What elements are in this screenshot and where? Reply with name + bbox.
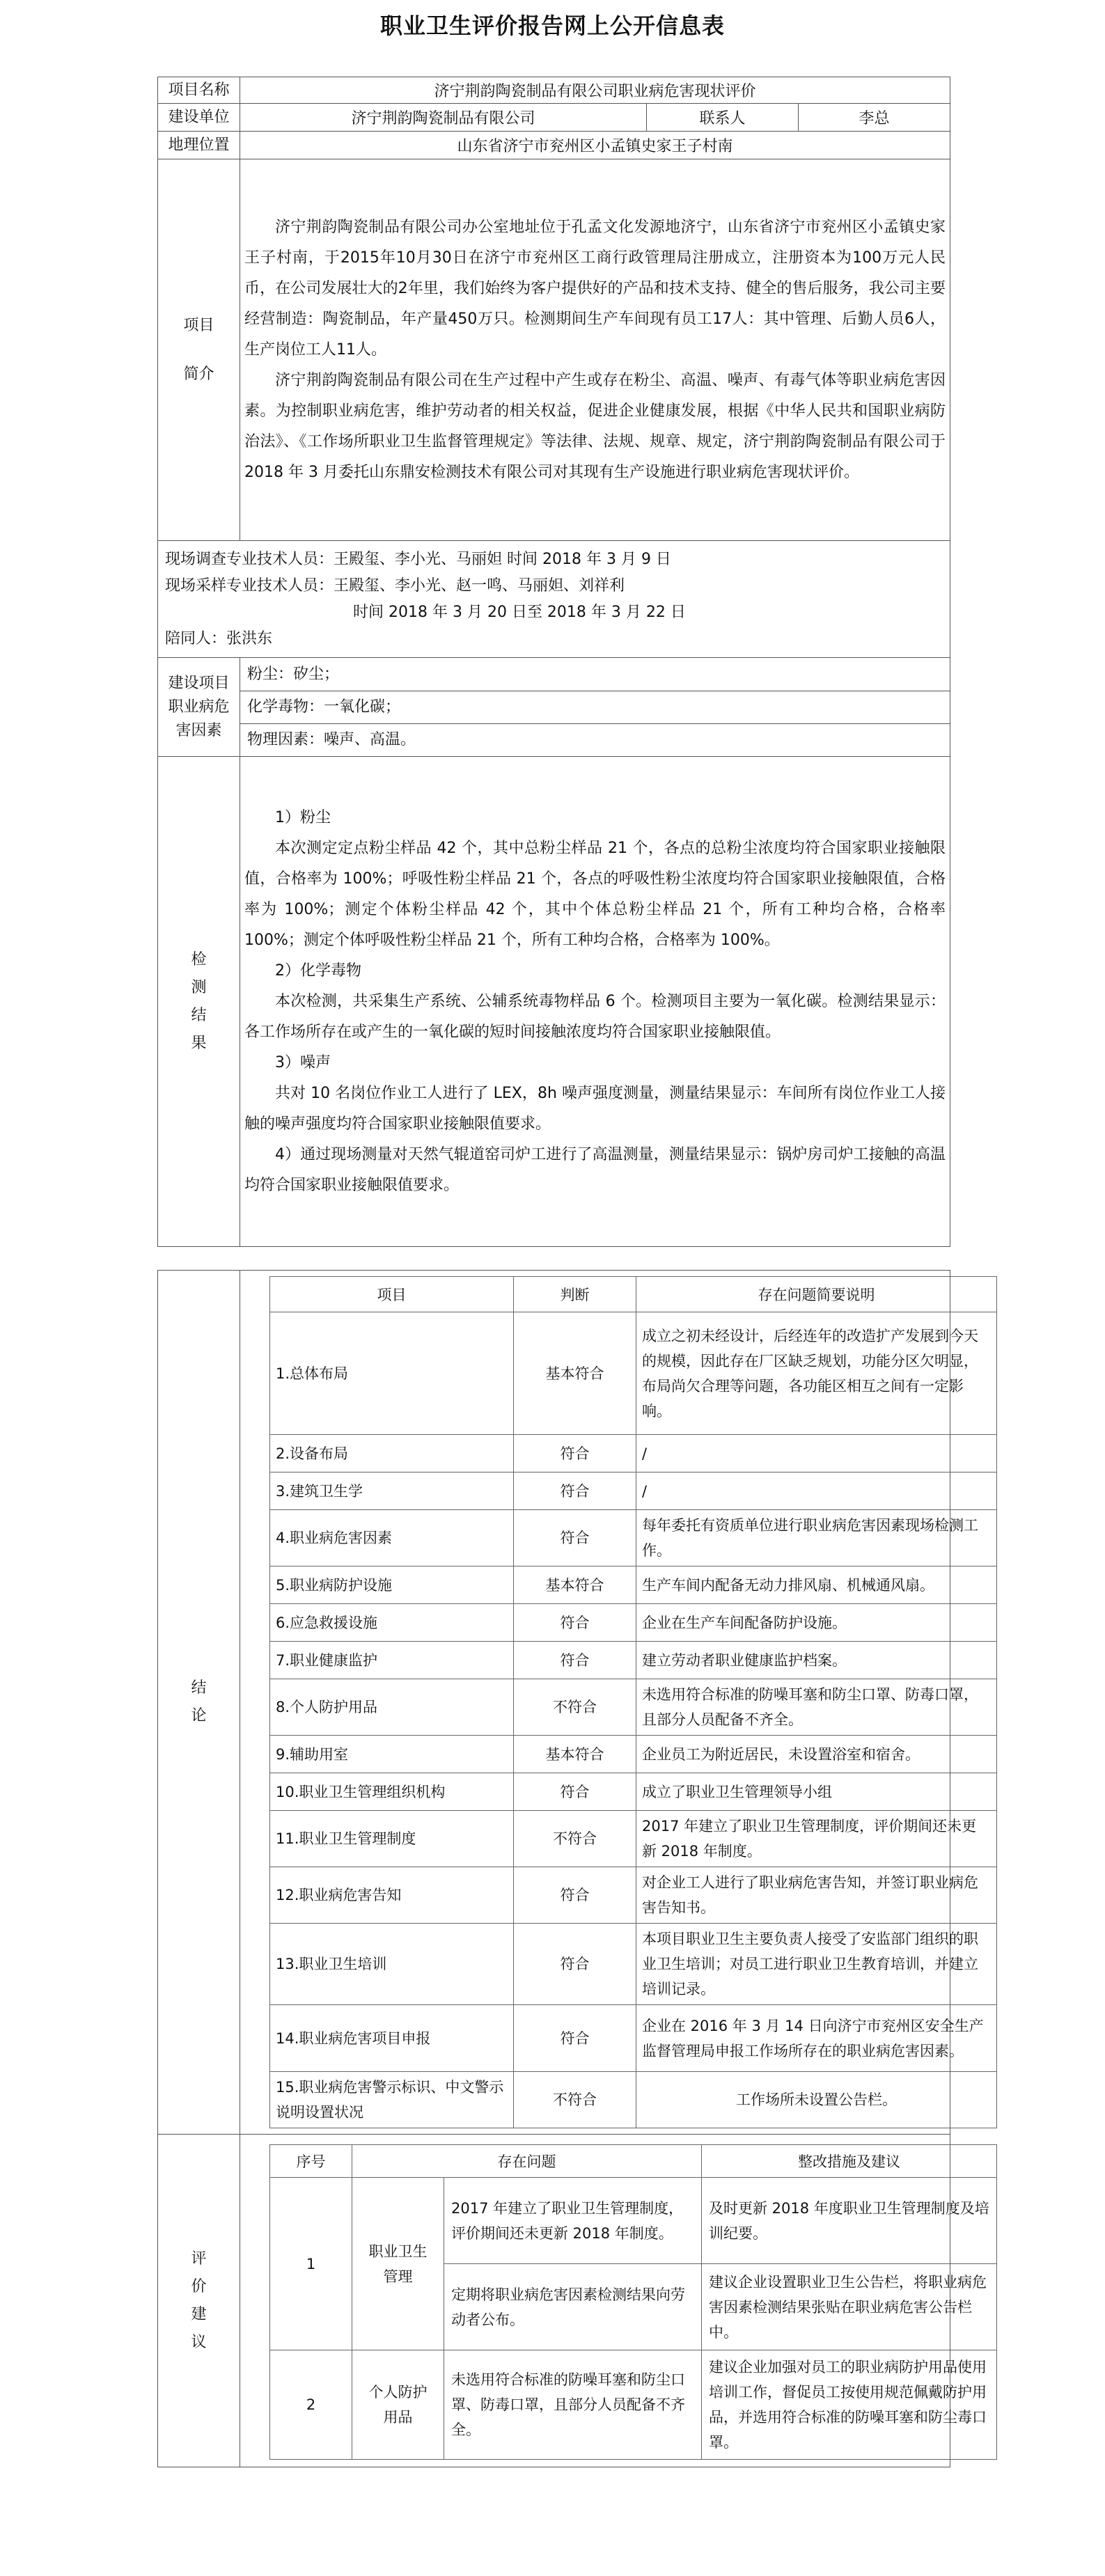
intro-label-line1: 项目 [183, 316, 214, 334]
location-value: 山东省济宁市兖州区小孟镇史家王子村南 [240, 132, 950, 159]
hazard-physical: 物理因素：噪声、高温。 [247, 730, 416, 748]
results-chemical-text: 本次检测，共采集生产系统、公辅系统毒物样品 6 个。检测项目主要为一氧化碳。检测结果显示：各工作场所存在或产生的一氧化碳的短时间接触浓度均符合国家职业接触限值。 [244, 992, 946, 1041]
row-suggestions [158, 2135, 950, 2467]
conclusion-row [270, 1736, 997, 1773]
conclusion-description: 建立劳动者职业健康监护档案。 [636, 1642, 997, 1679]
row-location [158, 132, 950, 159]
row-intro [158, 159, 950, 541]
conclusion-header-desc: 存在问题简要说明 [636, 1277, 997, 1312]
conclusion-judgement: 符合 [514, 1435, 636, 1472]
conclusion-judgement: 符合 [514, 1472, 636, 1510]
conclusion-header-judge: 判断 [514, 1277, 636, 1312]
suggestions-header-measure: 整改措施及建议 [702, 2145, 997, 2178]
conclusion-description: 本项目职业卫生主要负责人接受了安监部门组织的职业卫生培训；对员工进行职业卫生教育培训，并建立培训记录。 [636, 1924, 997, 2005]
location-label: 地理位置 [158, 132, 240, 159]
conclusion-table [269, 1276, 997, 2128]
conclusion-description: 成立了职业卫生管理领导小组 [636, 1773, 997, 1811]
results-content [240, 757, 950, 1247]
results-chemical-heading: 2）化学毒物 [275, 961, 361, 980]
intro-label-line2: 简介 [183, 365, 214, 383]
intro-paragraph-2: 济宁荆韵陶瓷制品有限公司在生产过程中产生或存在粉尘、高温、噪声、有毒气体等职业病危害因素。为控制职业病危害，维护劳动者的相关权益，促进企业健康发展，根据《中华人民共和国职业病防治法》、《工作场所职业卫生监督管理规定》等法律、法规、规章、规定，济宁荆韵陶瓷制品有限公司于 2018 年 3 月委托山东鼎安检测技术有限公司对其现有生产设施进行职业病危害现状评价。 [244, 371, 946, 481]
staff-line-2: 现场采样专业技术人员：王殿玺、李小光、赵一鸣、马丽妲、刘祥利 [165, 576, 625, 595]
conclusion-item: 15.职业病危害警示标识、中文警示说明设置状况 [270, 2072, 514, 2128]
suggestion-problem: 未选用符合标准的防噪耳塞和防尘口罩、防毒口罩，且部分人员配备不齐全。 [444, 2350, 702, 2460]
conclusion-item: 1.总体布局 [270, 1312, 514, 1435]
suggestion-category: 个人防护用品 [352, 2350, 444, 2460]
suggestions-label-char-3: 建 [191, 2305, 207, 2323]
conclusion-header-item: 项目 [270, 1277, 514, 1312]
results-label [158, 757, 240, 1247]
conclusion-header-row [270, 1277, 997, 1312]
hazard-chemical: 化学毒物：一氧化碳； [240, 691, 950, 724]
row-results [158, 757, 950, 1247]
suggestion-row [270, 2178, 997, 2264]
staff-line-3: 时间 2018 年 3 月 20 日至 2018 年 3 月 22 日 [353, 603, 686, 621]
results-label-char-2: 测 [191, 978, 207, 996]
results-noise-heading: 3）噪声 [275, 1053, 331, 1071]
conclusion-row [270, 1642, 997, 1679]
staff-line-4: 陪同人：张洪东 [165, 629, 273, 647]
conclusion-description: 企业在生产车间配备防护设施。 [636, 1604, 997, 1642]
conclusion-description: 未选用符合标准的防噪耳塞和防尘口罩、防毒口罩，且部分人员配备不齐全。 [636, 1679, 997, 1736]
hazard-dust: 粉尘：矽尘； [240, 659, 950, 691]
row-staff [158, 541, 950, 658]
conclusion-judgement: 基本符合 [514, 1566, 636, 1604]
suggestions-table [269, 2144, 997, 2460]
contact-value: 李总 [799, 104, 950, 132]
suggestion-problem: 定期将职业病危害因素检测结果向劳动者公布。 [444, 2264, 702, 2350]
conclusion-row [270, 1679, 997, 1736]
conclusion-item: 10.职业卫生管理组织机构 [270, 1773, 514, 1811]
conclusion-description: / [636, 1435, 997, 1472]
row-unit [158, 104, 950, 132]
suggestions-content [240, 2135, 989, 2467]
conclusion-description: 对企业工人进行了职业病危害告知，并签订职业病危害告知书。 [636, 1867, 997, 1924]
conclusion-item: 12.职业病危害告知 [270, 1867, 514, 1924]
conclusion-row [270, 1604, 997, 1642]
conclusion-judgement: 不符合 [514, 2072, 636, 2128]
conclusion-judgement: 符合 [514, 1867, 636, 1924]
hazards-label-line2: 职业病危 [168, 698, 230, 716]
conclusion-judgement: 不符合 [514, 1679, 636, 1736]
conclusion-label-char-2: 论 [191, 1707, 207, 1725]
conclusion-judgement: 基本符合 [514, 1736, 636, 1773]
results-label-char-1: 检 [191, 950, 207, 968]
conclusion-judgement: 不符合 [514, 1811, 636, 1867]
hazards-label-line1: 建设项目 [168, 674, 230, 692]
conclusion-row [270, 2005, 997, 2072]
conclusion-description: 企业员工为附近居民，未设置浴室和宿舍。 [636, 1736, 997, 1773]
conclusion-judgement: 符合 [514, 1510, 636, 1566]
results-label-char-4: 果 [191, 1034, 207, 1052]
conclusion-judgement: 符合 [514, 1924, 636, 2005]
intro-label [158, 159, 240, 541]
conclusion-description: 生产车间内配备无动力排风扇、机械通风扇。 [636, 1566, 997, 1604]
suggestions-header-problem: 存在问题 [352, 2145, 702, 2178]
suggestion-measure: 建议企业加强对员工的职业病防护用品使用培训工作，督促员工按使用规范佩戴防护用品，并选用符合标准的防噪耳塞和防尘毒口罩。 [702, 2350, 997, 2460]
conclusion-description: / [636, 1472, 997, 1510]
conclusion-judgement: 符合 [514, 1773, 636, 1811]
conclusion-description: 企业在 2016 年 3 月 14 日向济宁市兖州区安全生产监督管理局申报工作场所存在的职业病危害因素。 [636, 2005, 997, 2072]
results-dust-text: 本次测定定点粉尘样品 42 个，其中总粉尘样品 21 个，各点的总粉尘浓度均符合国家职业接触限值，合格率为 100%；呼吸性粉尘样品 21 个，各点的呼吸性粉尘浓度均符合国家职业接触限值，合格率为 100%；测定个体粉尘样品 42 个，其中个体总粉尘样品 21 个，所有工种均合格，合格率 100%；测定个体呼吸性粉尘样品 21 个，所有工种均合格，合格率为 100%。 [244, 839, 946, 949]
conclusion-item: 4.职业病危害因素 [270, 1510, 514, 1566]
conclusion-row [270, 1924, 997, 2005]
conclusion-row [270, 1312, 997, 1435]
results-dust-heading: 1）粉尘 [275, 808, 331, 826]
suggestion-number: 1 [270, 2178, 352, 2350]
results-label-char-3: 结 [191, 1006, 207, 1024]
suggestion-measure: 建议企业设置职业卫生公告栏，将职业病危害因素检测结果张贴在职业病危害公告栏中。 [702, 2264, 997, 2350]
conclusion-description: 每年委托有资质单位进行职业病危害因素现场检测工作。 [636, 1510, 997, 1566]
conclusion-row [270, 1811, 997, 1867]
suggestions-label-char-4: 议 [191, 2333, 207, 2351]
conclusion-item: 14.职业病危害项目申报 [270, 2005, 514, 2072]
conclusion-row [270, 1773, 997, 1811]
results-heat-text: 4）通过现场测量对天然气辊道窑司炉工进行了高温测量，测量结果显示：锅炉房司炉工接触的高温均符合国家职业接触限值要求。 [244, 1145, 946, 1194]
intro-content [240, 159, 950, 541]
conclusion-judgement: 基本符合 [514, 1312, 636, 1435]
hazards-content [240, 658, 950, 757]
conclusion-item: 7.职业健康监护 [270, 1642, 514, 1679]
suggestion-measure: 及时更新 2018 年度职业卫生管理制度及培训纪要。 [702, 2178, 997, 2264]
info-table [157, 77, 989, 2467]
conclusion-label-char-1: 结 [191, 1679, 207, 1697]
conclusion-row [270, 1510, 997, 1566]
conclusion-item: 9.辅助用室 [270, 1736, 514, 1773]
intro-paragraph-1: 济宁荆韵陶瓷制品有限公司办公室地址位于孔孟文化发源地济宁，山东省济宁市兖州区小孟镇史家王子村南，于2015年10月30日在济宁市兖州区工商行政管理局注册成立，注册资本为100万元人民币，在公司发展壮大的2年里，我们始终为客户提供好的产品和技术支持、健全的售后服务，我公司主要经营制造：陶瓷制品，年产量450万只。检测期间生产车间现有员工17人：其中管理、后勤人员6人，生产岗位工人11人。 [244, 218, 946, 359]
suggestions-label-char-1: 评 [191, 2249, 207, 2268]
suggestions-label [158, 2135, 240, 2467]
suggestion-category: 职业卫生管理 [352, 2178, 444, 2350]
project-name-value: 济宁荆韵陶瓷制品有限公司职业病危害现状评价 [240, 77, 950, 104]
suggestion-problem: 2017 年建立了职业卫生管理制度，评价期间还未更新 2018 年制度。 [444, 2178, 702, 2264]
conclusion-row [270, 1472, 997, 1510]
staff-line-1: 现场调查专业技术人员：王殿玺、李小光、马丽妲 时间 2018 年 3 月 9 日 [165, 550, 671, 568]
row-project-name [158, 77, 950, 104]
conclusion-item: 3.建筑卫生学 [270, 1472, 514, 1510]
conclusion-item: 2.设备布局 [270, 1435, 514, 1472]
row-conclusion [158, 1271, 950, 2135]
row-hazards [158, 658, 950, 757]
staff-cell [158, 541, 950, 658]
hazards-label-line3: 害因素 [175, 721, 222, 739]
conclusion-item: 13.职业卫生培训 [270, 1924, 514, 2005]
hazards-label [158, 658, 240, 757]
conclusion-item: 8.个人防护用品 [270, 1679, 514, 1736]
row-spacer [158, 1247, 950, 1271]
page-title: 职业卫生评价报告网上公开信息表 [379, 13, 725, 39]
conclusion-row [270, 1435, 997, 1472]
conclusion-row [270, 1566, 997, 1604]
conclusion-item: 11.职业卫生管理制度 [270, 1811, 514, 1867]
conclusion-item: 6.应急救援设施 [270, 1604, 514, 1642]
project-name-label: 项目名称 [158, 77, 240, 104]
conclusion-row [270, 2072, 997, 2128]
conclusion-label [158, 1271, 240, 2135]
conclusion-row [270, 1867, 997, 1924]
conclusion-judgement: 符合 [514, 1642, 636, 1679]
conclusion-description: 2017 年建立了职业卫生管理制度，评价期间还未更新 2018 年制度。 [636, 1811, 997, 1867]
suggestion-row [270, 2350, 997, 2460]
conclusion-description: 工作场所未设置公告栏。 [636, 2072, 997, 2128]
conclusion-judgement: 符合 [514, 2005, 636, 2072]
suggestion-number: 2 [270, 2350, 352, 2460]
unit-label: 建设单位 [158, 104, 240, 132]
results-noise-text: 共对 10 名岗位作业工人进行了 LEX，8h 噪声强度测量，测量结果显示：车间所有岗位作业工人接触的噪声强度均符合国家职业接触限值要求。 [244, 1084, 946, 1133]
contact-label: 联系人 [647, 104, 799, 132]
conclusion-judgement: 符合 [514, 1604, 636, 1642]
suggestions-label-char-2: 价 [191, 2277, 207, 2295]
conclusion-content [240, 1271, 984, 2135]
suggestions-header-row [270, 2145, 997, 2178]
suggestions-header-no: 序号 [270, 2145, 352, 2178]
conclusion-item: 5.职业病防护设施 [270, 1566, 514, 1604]
unit-value: 济宁荆韵陶瓷制品有限公司 [240, 104, 647, 132]
spacer [158, 1247, 950, 1271]
conclusion-description: 成立之初未经设计，后经连年的改造扩产发展到今天的规模，因此存在厂区缺乏规划，功能分区欠明显，布局尚欠合理等问题，各功能区相互之间有一定影响。 [636, 1312, 997, 1435]
